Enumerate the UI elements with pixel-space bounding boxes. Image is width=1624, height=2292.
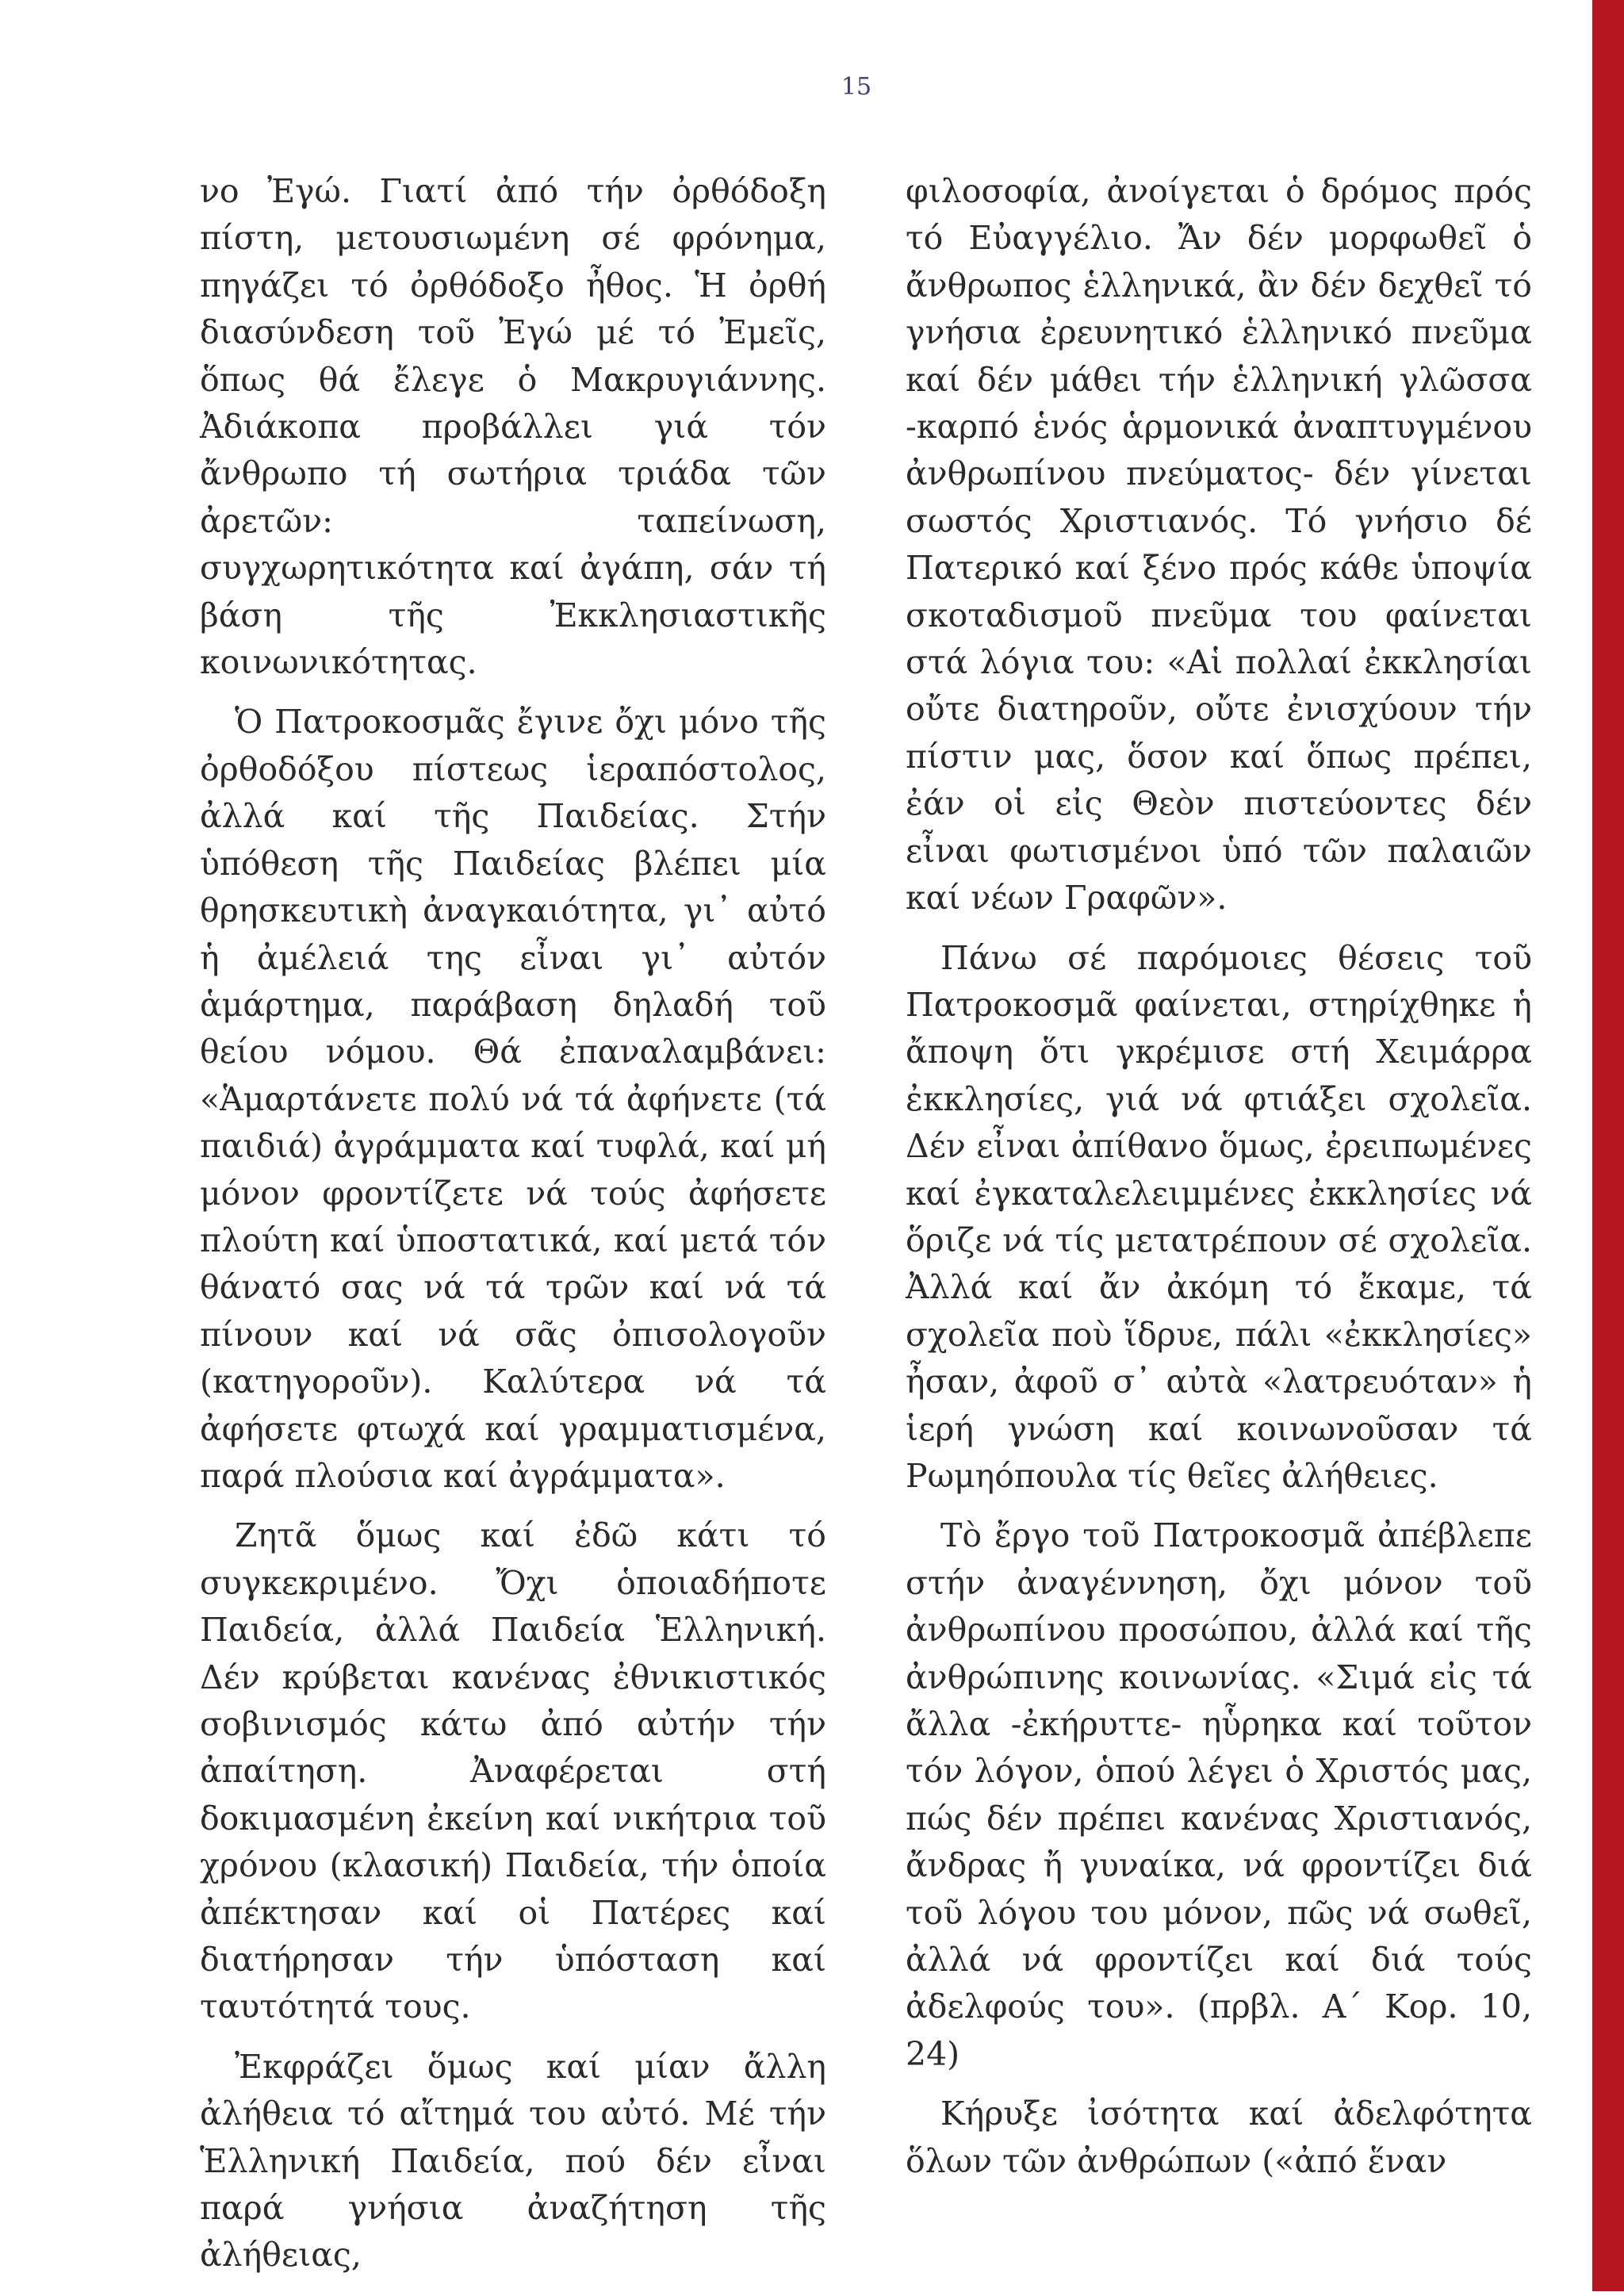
paragraph: φιλοσοφία, ἀνοίγεται ὁ δρόμος πρός τό Εὐαγγέλιο. Ἄν δέν μορφωθεῖ ὁ ἄνθρωπος ἑλληνικά, ἂν δέν δεχθεῖ τό γνήσια ἐρευνητικό ἑλληνικό πνεῦμα καί δέν μάθει τήν ἑλληνική γλῶσσα -καρπό ἑνός ἁρμονικά ἀναπτυγμένου ἀνθρωπίνου πνεύματος- δέν γίνεται σωστός Χριστιανός. Τό γνήσιο δέ Πατερικό καί ξένο πρός κάθε ὑποψία σκοταδισμοῦ πνεῦμα του φαίνεται στά λόγια του: «Αἱ πολλαί ἐκκλησίαι οὔτε διατηροῦν, οὔτε ἐνισχύουν τήν πίστιν μας, ὅσον καί ὅπως πρέπει, ἐάν οἱ εἰς Θεὸν πιστεύοντες δέν εἶναι φωτισμένοι ὑπό τῶν παλαιῶν καί νέων Γραφῶν». [906,172,1532,918]
paragraph: Ζητᾶ ὅμως καί ἐδῶ κάτι τό συγκεκριμένο. Ὄχι ὁποιαδήποτε Παιδεία, ἀλλά Παιδεία Ἑλληνική. Δέν κρύβεται κανένας ἐθνικιστικός σοβινισμός κάτω ἀπό αὐτήν τήν ἀπαίτηση. Ἀναφέρεται στή δοκιμασμένη ἐκείνη καί νικήτρια τοῦ χρόνου (κλασική) Παιδεία, τήν ὁποία ἀπέκτησαν καί οἱ Πατέρες καί διατήρησαν τήν ὑπόσταση καί ταυτότητά τους. [200,1516,826,2026]
paragraph: Ὁ Πατροκοσμᾶς ἔγινε ὄχι μόνο τῆς ὀρθοδόξου πίστεως ἱεραπόστολος, ἀλλά καί τῆς Παιδείας. Στήν ὑπόθεση τῆς Παιδείας βλέπει μία θρησκευτικὴ ἀναγκαιότητα, γι᾽ αὐτό ἡ ἀμέλειά της εἶναι γι᾽ αὐτόν ἁμάρτημα, παράβαση δηλαδή τοῦ θείου νόμου. Θά ἐπαναλαμβάνει: «Ἁμαρτάνετε πολύ νά τά ἀφήνετε (τά παιδιά) ἀγράμματα καί τυφλά, καί μή μόνον φροντίζετε νά τούς ἀφήσετε πλούτη καί ὑποστατικά, καί μετά τόν θάνατό σας νά τά τρῶν καί νά τά πίνουν καί νά σᾶς ὀπισολογοῦν (κατηγοροῦν). Καλύτερα νά τά ἀφήσετε φτωχά καί γραμματισμένα, παρά πλούσια καί ἀγράμματα». [200,703,826,1495]
right-text-column [906,168,1532,2198]
paragraph: νο Ἐγώ. Γιατί ἀπό τήν ὀρθόδοξη πίστη, μετουσιωμένη σέ φρόνημα, πηγάζει τό ὀρθόδοξο ἦθος. Ἡ ὀρθή διασύνδεση τοῦ Ἐγώ μέ τό Ἐμεῖς, ὅπως θά ἔλεγε ὁ Μακρυγιάννης. Ἀδιάκοπα προβάλλει γιά τόν ἄνθρωπο τή σωτήρια τριάδα τῶν ἀρετῶν: ταπείνωση, συγχωρητικότητα καί ἀγάπη, σάν τή βάση τῆς Ἐκκλησιαστικῆς κοινωνικότητας. [200,172,826,682]
paragraph: Ἐκφράζει ὅμως καί μίαν ἄλλη ἀλήθεια τό αἴτημά του αὐτό. Μέ τήν Ἑλληνική Παιδεία, πού δέν εἶναι παρά γνήσια ἀναζήτηση τῆς ἀλήθειας, [200,2047,826,2275]
paragraph: Κήρυξε ἰσότητα καί ἀδελφότητα ὅλων τῶν ἀνθρώπων («ἀπό ἕναν [906,2095,1532,2180]
paragraph: Τὸ ἔργο τοῦ Πατροκοσμᾶ ἀπέβλεπε στήν ἀναγέννηση, ὄχι μόνον τοῦ ἀνθρωπίνου προσώπου, ἀλλά καί τῆς ἀνθρώπινης κοινωνίας. «Σιμά εἰς τά ἄλλα -ἐκήρυττε- ηὗρηκα καί τοῦτον τόν λόγον, ὁπού λέγει ὁ Χριστός μας, πώς δέν πρέπει κανένας Χριστιανός, ἄνδρας ἤ γυναίκα, νά φροντίζει διά τοῦ λόγου του μόνον, πῶς νά σωθεῖ, ἀλλά νά φροντίζει καί διά τούς ἀδελφούς του». (πρβλ. Α΄ Κορ. 10, 24) [906,1516,1532,2073]
side-color-band [1592,0,1624,2291]
left-text-column [200,168,826,2292]
paragraph: Πάνω σέ παρόμοιες θέσεις τοῦ Πατροκοσμᾶ φαίνεται, στηρίχθηκε ἡ ἄποψη ὅτι γκρέμισε στή Χειμάρρα ἐκκλησίες, γιά νά φτιάξει σχολεῖα. Δέν εἶναι ἀπίθανο ὅμως, ἐρειπωμένες καί ἐγκαταλελειμμένες ἐκκλησίες νά ὅριζε νά τίς μετατρέπουν σέ σχολεῖα. Ἀλλά καί ἄν ἀκόμη τό ἔκαμε, τά σχολεῖα ποὺ ἵδρυε, πάλι «ἐκκλησίες» ἦσαν, ἀφοῦ σ᾽ αὐτὰ «λατρευόταν» ἡ ἱερή γνώση καί κοινωνοῦσαν τά Ρωμηόπουλα τίς θεῖες ἀλήθειες. [906,938,1532,1495]
page-number: 15 [841,73,872,101]
